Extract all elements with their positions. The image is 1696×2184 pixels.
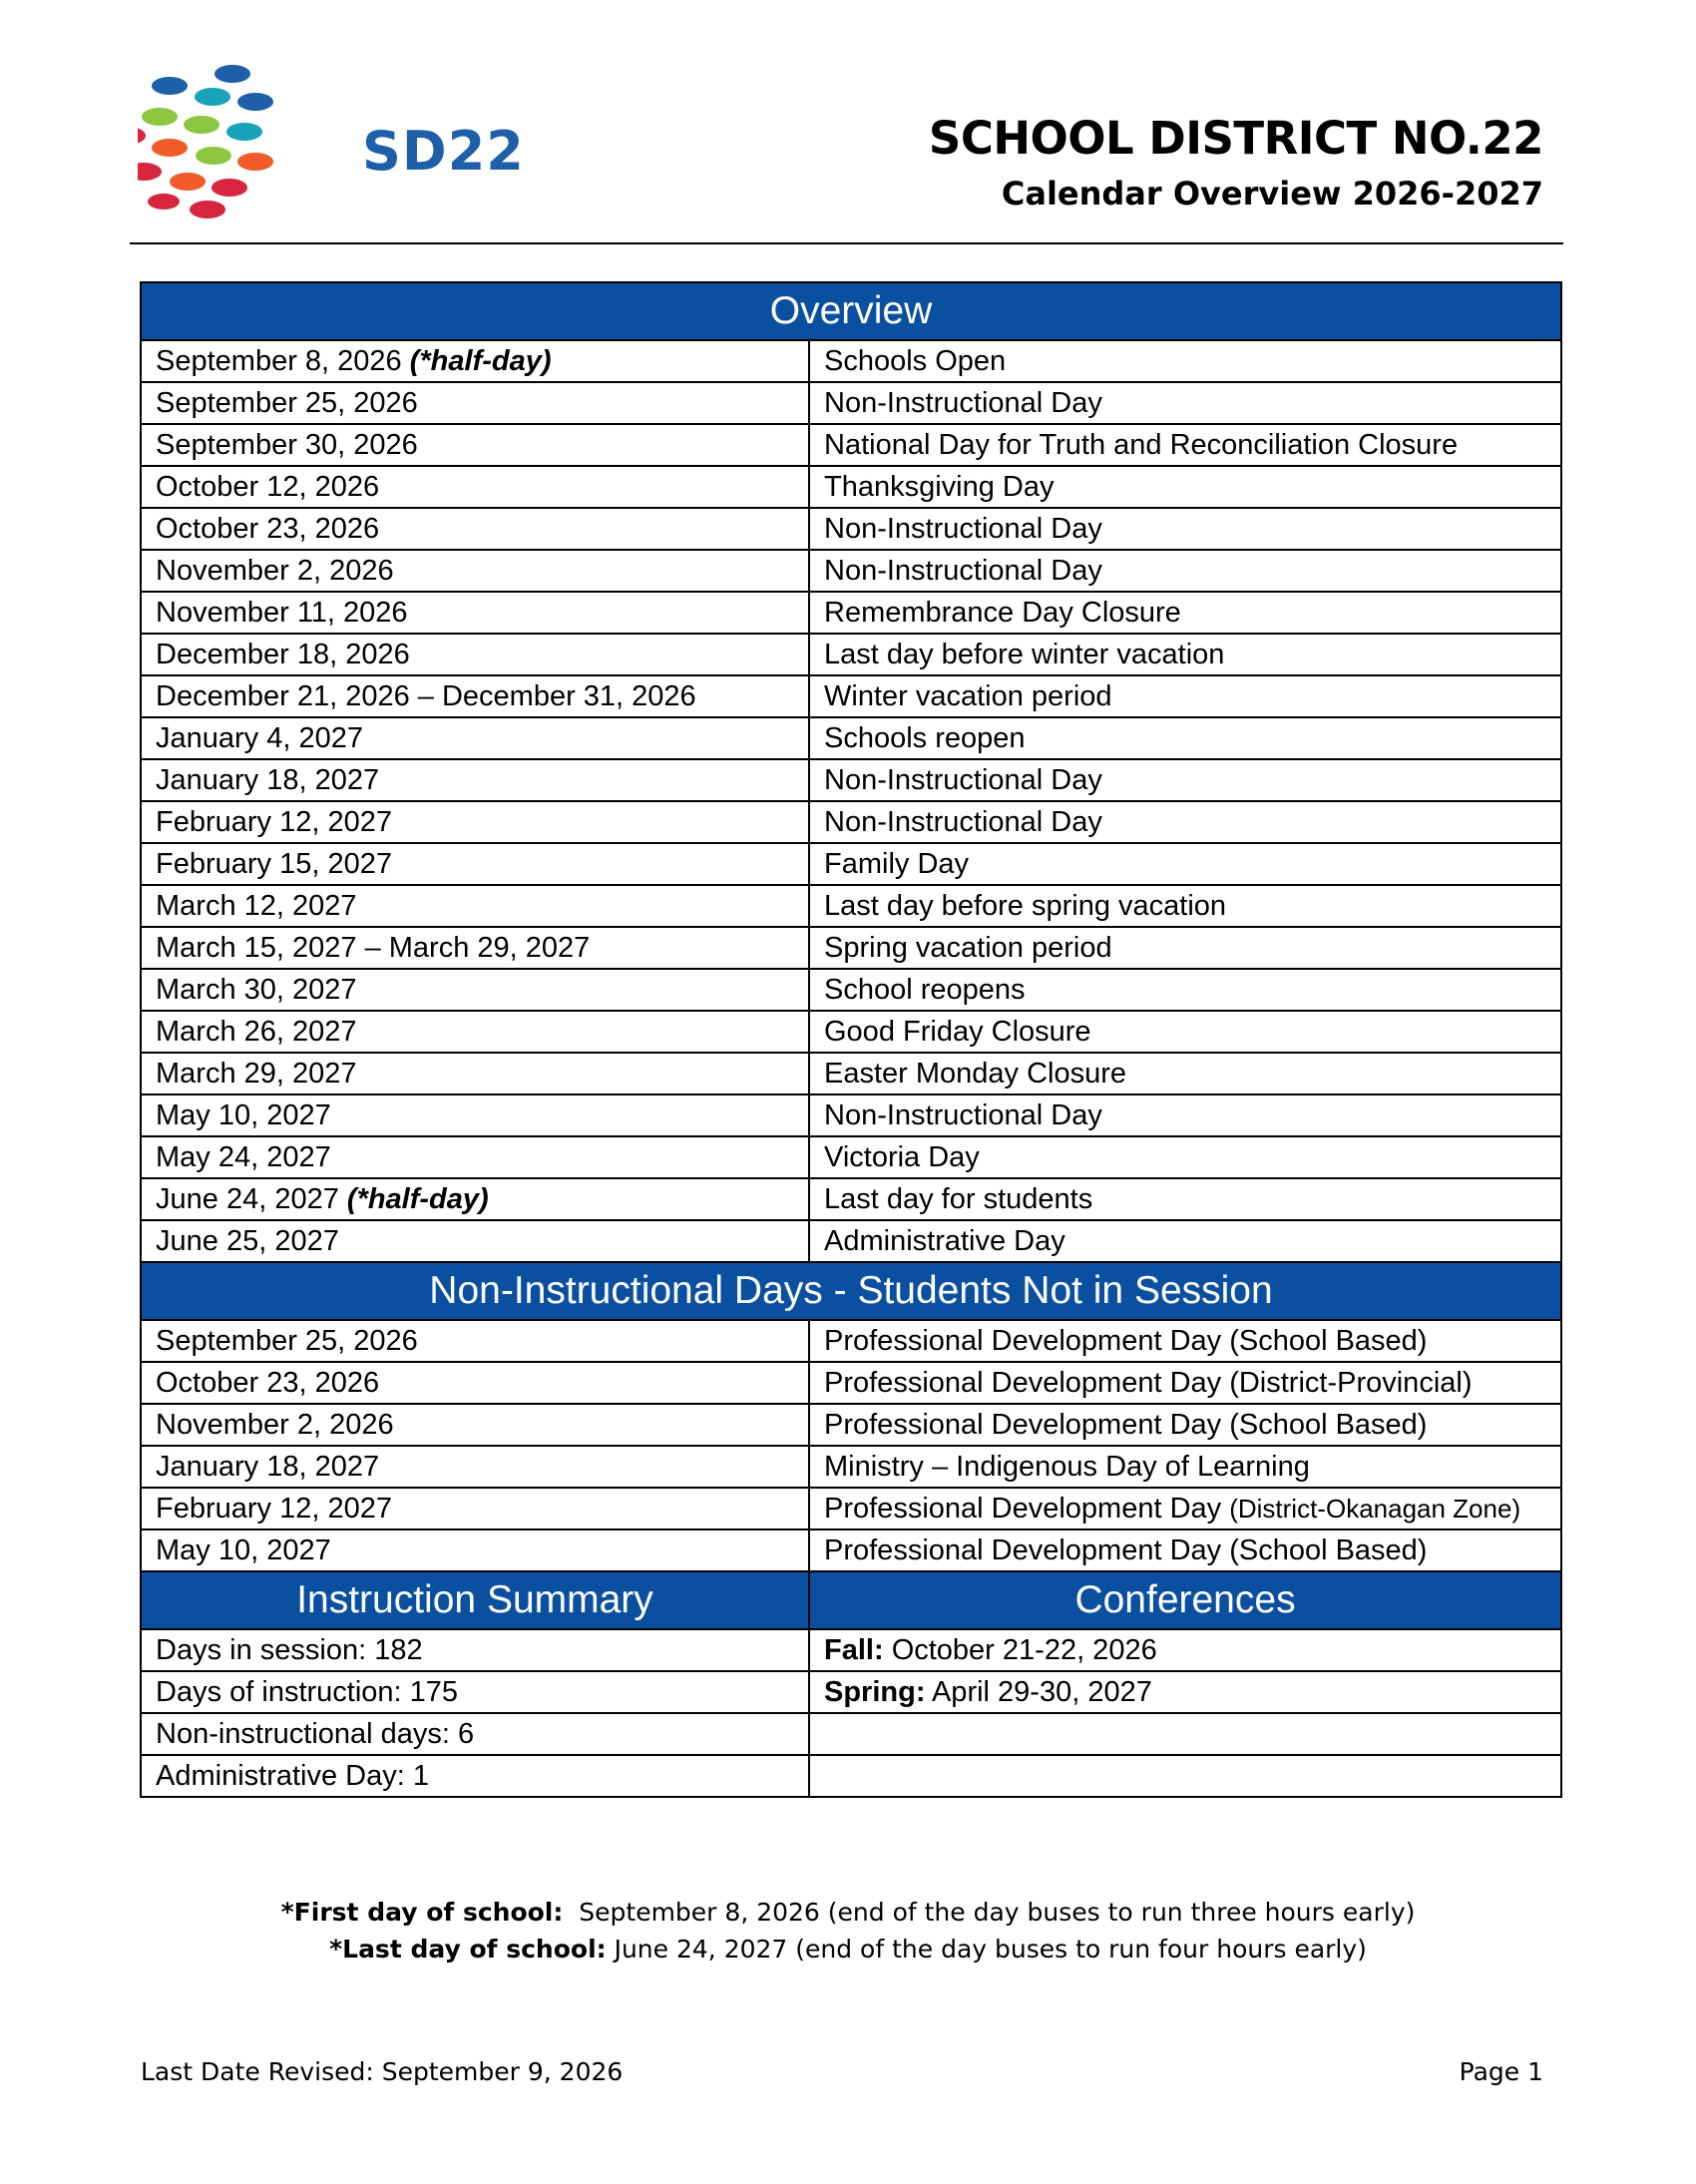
- event-text: Non-Instructional Day: [824, 806, 1102, 838]
- date-cell: [141, 1488, 809, 1529]
- table-row: [141, 466, 1561, 508]
- conference-date: October 21-22, 2026: [891, 1634, 1157, 1666]
- date-cell: [141, 969, 809, 1011]
- date-cell: [141, 550, 809, 592]
- table-row: [141, 1094, 1561, 1136]
- table-row: [141, 717, 1561, 759]
- table-row: [141, 634, 1561, 675]
- date-cell: [141, 801, 809, 843]
- date-text: September 25, 2026: [156, 1325, 418, 1357]
- conference-label: Spring:: [824, 1676, 926, 1708]
- event-cell: [809, 1529, 1561, 1571]
- calendar-table: [140, 281, 1562, 1798]
- date-text: February 12, 2027: [156, 1493, 392, 1525]
- event-cell: [809, 885, 1561, 927]
- page-number: Page 1: [1459, 2057, 1543, 2086]
- event-cell: [809, 466, 1561, 508]
- event-cell: [809, 927, 1561, 969]
- event-text: Remembrance Day Closure: [824, 597, 1181, 629]
- date-cell: [141, 1136, 809, 1178]
- date-text: November 2, 2026: [156, 555, 394, 587]
- date-text: September 8, 2026: [156, 345, 402, 377]
- date-text: June 24, 2027: [156, 1183, 339, 1215]
- date-cell: [141, 1320, 809, 1362]
- date-cell: [141, 340, 809, 382]
- date-cell: [141, 717, 809, 759]
- conference-cell: [809, 1671, 1561, 1713]
- date-text: June 25, 2027: [156, 1225, 339, 1257]
- event-text: Non-Instructional Day: [824, 387, 1102, 419]
- non-instructional-section-heading: Non-Instructional Days - Students Not in Session: [141, 1262, 1561, 1320]
- event-cell: [809, 1094, 1561, 1136]
- header-divider: [130, 242, 1563, 244]
- summary-cell: [141, 1713, 809, 1755]
- date-text: May 24, 2027: [156, 1141, 331, 1173]
- date-cell: [141, 843, 809, 885]
- note-label: *First day of school:: [280, 1898, 564, 1927]
- event-text: Professional Development Day: [824, 1493, 1222, 1525]
- date-cell: [141, 382, 809, 424]
- table-row: [141, 1220, 1561, 1262]
- table-row: [141, 1446, 1561, 1488]
- event-cell: [809, 1404, 1561, 1446]
- event-text: Professional Development Day (District-Provincial): [824, 1367, 1473, 1399]
- event-text: Victoria Day: [824, 1141, 980, 1173]
- event-text: Non-Instructional Day: [824, 1099, 1102, 1131]
- date-text: March 15, 2027 – March 29, 2027: [156, 932, 591, 964]
- event-text: Professional Development Day (School Based): [824, 1325, 1428, 1357]
- date-text: March 30, 2027: [156, 974, 357, 1006]
- event-text: Spring vacation period: [824, 932, 1112, 964]
- event-text: Schools reopen: [824, 722, 1026, 754]
- date-cell: [141, 1011, 809, 1053]
- conference-cell: [809, 1629, 1561, 1671]
- event-cell: [809, 759, 1561, 801]
- event-text: Winter vacation period: [824, 680, 1112, 712]
- date-cell: [141, 1220, 809, 1262]
- event-text: Ministry – Indigenous Day of Learning: [824, 1451, 1310, 1483]
- document-subtitle: Calendar Overview 2026-2027: [1001, 175, 1543, 213]
- table-row: [141, 759, 1561, 801]
- event-cell: [809, 843, 1561, 885]
- event-text: Good Friday Closure: [824, 1016, 1091, 1048]
- table-row: [141, 801, 1561, 843]
- event-cell: [809, 340, 1561, 382]
- table-row: [141, 1320, 1561, 1362]
- event-cell: [809, 1220, 1561, 1262]
- last-revised: Last Date Revised: September 9, 2026: [141, 2057, 624, 2086]
- document-title: SCHOOL DISTRICT NO.22: [928, 112, 1543, 165]
- half-day-note: (*half-day): [346, 1183, 489, 1215]
- table-row: [141, 1671, 1561, 1713]
- event-cell: [809, 508, 1561, 550]
- event-text: Family Day: [824, 848, 970, 880]
- non-instructional-section: [141, 1262, 1561, 1320]
- note-text: September 8, 2026 (end of the day buses to run three hours early): [579, 1898, 1416, 1927]
- event-cell: [809, 634, 1561, 675]
- date-text: May 10, 2027: [156, 1534, 331, 1566]
- event-text: Schools Open: [824, 345, 1007, 377]
- date-cell: [141, 885, 809, 927]
- event-detail: (District-Okanagan Zone): [1229, 1494, 1521, 1524]
- event-cell: [809, 801, 1561, 843]
- date-cell: [141, 1094, 809, 1136]
- summary-text: Days of instruction: 175: [156, 1676, 459, 1708]
- table-row: [141, 1053, 1561, 1094]
- event-text: Thanksgiving Day: [824, 471, 1055, 503]
- table-row: [141, 382, 1561, 424]
- overview-section: [141, 282, 1561, 340]
- conferences-heading: Conferences: [809, 1571, 1561, 1629]
- date-cell: [141, 1053, 809, 1094]
- event-text: Last day for students: [824, 1183, 1093, 1215]
- conference-date: April 29-30, 2027: [931, 1676, 1152, 1708]
- event-text: National Day for Truth and Reconciliation Closure: [824, 429, 1459, 461]
- table-row: [141, 550, 1561, 592]
- summary-text: Administrative Day: 1: [156, 1760, 429, 1792]
- event-cell: [809, 550, 1561, 592]
- half-day-note: (*half-day): [409, 345, 552, 377]
- date-text: February 12, 2027: [156, 806, 392, 838]
- logo-text: SD22: [362, 120, 525, 183]
- event-cell: [809, 1053, 1561, 1094]
- date-text: November 11, 2026: [156, 597, 408, 629]
- table-row: [141, 675, 1561, 717]
- date-text: October 23, 2026: [156, 513, 380, 545]
- summary-conferences-header: [141, 1571, 1561, 1629]
- date-text: December 18, 2026: [156, 639, 410, 670]
- event-cell: [809, 1136, 1561, 1178]
- note-last-day: [0, 1931, 1696, 1967]
- date-text: March 29, 2027: [156, 1058, 357, 1090]
- note-label: *Last day of school:: [329, 1935, 607, 1964]
- date-text: December 21, 2026 – December 31, 2026: [156, 680, 696, 712]
- overview-section-heading: Overview: [141, 282, 1561, 340]
- table-row: [141, 508, 1561, 550]
- date-text: January 18, 2027: [156, 1451, 380, 1483]
- date-cell: [141, 1362, 809, 1404]
- event-cell: [809, 1362, 1561, 1404]
- date-cell: [141, 675, 809, 717]
- event-text: Last day before winter vacation: [824, 639, 1225, 670]
- date-cell: [141, 1404, 809, 1446]
- table-row: [141, 1404, 1561, 1446]
- date-cell: [141, 1446, 809, 1488]
- date-cell: [141, 1529, 809, 1571]
- table-row: [141, 1136, 1561, 1178]
- date-cell: [141, 1178, 809, 1220]
- date-text: September 30, 2026: [156, 429, 418, 461]
- event-cell: [809, 969, 1561, 1011]
- date-cell: [141, 634, 809, 675]
- instruction-summary-heading: Instruction Summary: [141, 1571, 809, 1629]
- table-row: [141, 1362, 1561, 1404]
- date-text: January 18, 2027: [156, 764, 380, 796]
- date-cell: [141, 508, 809, 550]
- date-cell: [141, 759, 809, 801]
- date-cell: [141, 466, 809, 508]
- table-row: [141, 592, 1561, 634]
- date-text: March 26, 2027: [156, 1016, 357, 1048]
- table-row: [141, 885, 1561, 927]
- date-cell: [141, 927, 809, 969]
- summary-cell: [141, 1671, 809, 1713]
- event-text: Last day before spring vacation: [824, 890, 1227, 922]
- event-cell: [809, 1011, 1561, 1053]
- table-row: [141, 1178, 1561, 1220]
- summary-text: Non-instructional days: 6: [156, 1718, 475, 1750]
- conference-cell: [809, 1755, 1561, 1797]
- event-text: Professional Development Day (School Based): [824, 1409, 1428, 1441]
- table-row: [141, 1755, 1561, 1797]
- table-row: [141, 340, 1561, 382]
- event-cell: [809, 675, 1561, 717]
- date-text: October 12, 2026: [156, 471, 380, 503]
- date-text: January 4, 2027: [156, 722, 363, 754]
- event-cell: [809, 717, 1561, 759]
- note-text: June 24, 2027 (end of the day buses to run four hours early): [614, 1935, 1367, 1964]
- event-text: Administrative Day: [824, 1225, 1065, 1257]
- event-cell: [809, 382, 1561, 424]
- date-text: October 23, 2026: [156, 1367, 380, 1399]
- table-row: [141, 927, 1561, 969]
- date-cell: [141, 424, 809, 466]
- date-text: September 25, 2026: [156, 387, 418, 419]
- summary-cell: [141, 1629, 809, 1671]
- summary-cell: [141, 1755, 809, 1797]
- table-row: [141, 969, 1561, 1011]
- summary-text: Days in session: 182: [156, 1634, 423, 1666]
- event-text: Easter Monday Closure: [824, 1058, 1127, 1090]
- note-first-day: [0, 1894, 1696, 1931]
- event-cell: [809, 1446, 1561, 1488]
- conference-label: Fall:: [824, 1634, 884, 1666]
- event-cell: [809, 1178, 1561, 1220]
- table-row: [141, 1629, 1561, 1671]
- event-text: Non-Instructional Day: [824, 555, 1102, 587]
- table-row: [141, 843, 1561, 885]
- footnotes: [0, 1894, 1696, 1967]
- event-text: Non-Instructional Day: [824, 764, 1102, 796]
- event-cell: [809, 1320, 1561, 1362]
- table-row: [141, 1011, 1561, 1053]
- date-text: February 15, 2027: [156, 848, 392, 880]
- event-cell: [809, 592, 1561, 634]
- date-text: November 2, 2026: [156, 1409, 394, 1441]
- table-row: [141, 1529, 1561, 1571]
- table-row: [141, 424, 1561, 466]
- date-cell: [141, 592, 809, 634]
- event-cell: [809, 424, 1561, 466]
- event-text: School reopens: [824, 974, 1026, 1006]
- event-cell: [809, 1488, 1561, 1529]
- conference-cell: [809, 1713, 1561, 1755]
- table-row: [141, 1713, 1561, 1755]
- event-text: Professional Development Day (School Based): [824, 1534, 1428, 1566]
- table-row: [141, 1488, 1561, 1529]
- event-text: Non-Instructional Day: [824, 513, 1102, 545]
- date-text: May 10, 2027: [156, 1099, 331, 1131]
- date-text: March 12, 2027: [156, 890, 357, 922]
